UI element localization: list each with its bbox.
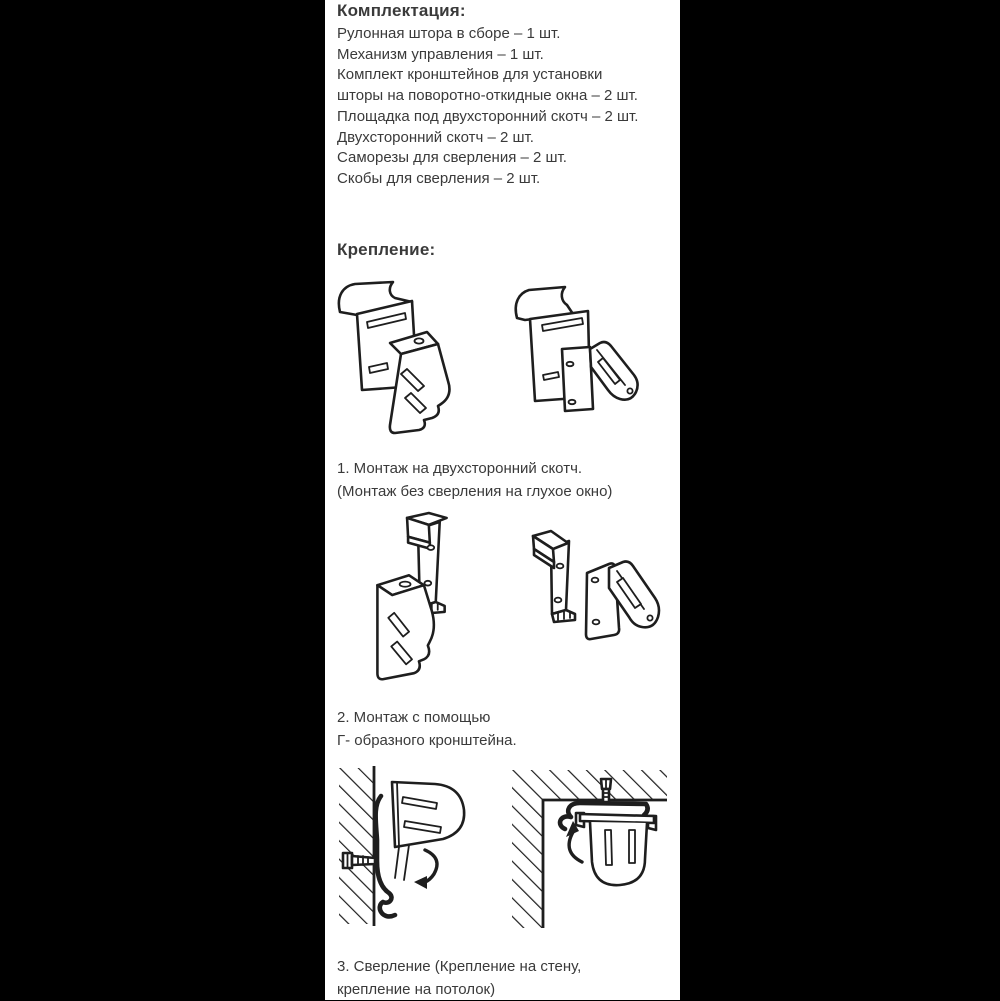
caption-step1-line1: 1. Монтаж на двухсторонний скотч. — [337, 460, 583, 477]
equipment-title: Комплектация: — [337, 1, 466, 20]
caption-step2 — [337, 706, 517, 752]
figure-step2-hook-with-corner-bracket — [369, 512, 459, 690]
equipment-list — [337, 24, 638, 190]
equipment-item-line: Механизм управления – 1 шт. — [337, 45, 544, 63]
instruction-page — [325, 0, 680, 1000]
caption-step1-line2: (Монтаж без сверления на глухое окно) — [337, 483, 613, 500]
figure-step3-ceiling-mount — [512, 770, 667, 928]
equipment-item-line: Саморезы для сверления – 2 шт. — [337, 149, 567, 167]
figure-step3-wall-mount — [337, 766, 467, 928]
mounting-title: Крепление: — [337, 240, 436, 259]
equipment-item-line: Рулонная штора в сборе – 1 шт. — [337, 25, 561, 42]
figure-step1-tape-bracket-assembled — [503, 287, 643, 437]
equipment-item-line: Площадка под двухсторонний скотч – 2 шт. — [337, 107, 639, 125]
caption-step3 — [337, 955, 581, 1001]
figure-step1-tape-bracket-exploded — [335, 282, 459, 442]
caption-step2-line1: 2. Монтаж с помощью — [337, 709, 491, 726]
equipment-item-line: шторы на поворотно-откидные окна – 2 шт. — [337, 87, 638, 105]
figure-step2-hook-with-side-bracket — [527, 516, 667, 688]
equipment-item-line: Скобы для сверления – 2 шт. — [337, 169, 541, 187]
equipment-item-line: Комплект кронштейнов для установки — [337, 66, 603, 84]
caption-step3-line2: крепление на потолок) — [337, 981, 496, 998]
caption-step3-line1: 3. Сверление (Крепление на стену, — [337, 958, 582, 975]
equipment-item-line: Двухсторонний скотч – 2 шт. — [337, 128, 534, 146]
caption-step2-line2: Г- образного кронштейна. — [337, 732, 517, 749]
caption-step1 — [337, 457, 612, 503]
